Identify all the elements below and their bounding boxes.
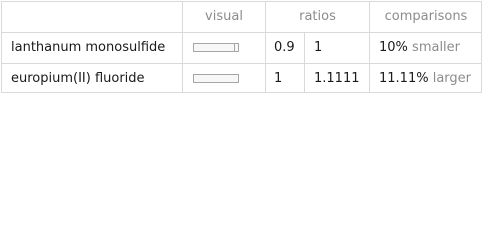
ratio-value: 1 <box>314 40 323 55</box>
comparison-value: 11.11% <box>379 71 429 86</box>
header-comparisons: comparisons <box>384 9 468 24</box>
visual-bar <box>193 43 239 52</box>
row-name: europium(II) fluoride <box>11 71 145 86</box>
ratio-value: 1 <box>274 71 283 86</box>
visual-bar <box>193 74 239 83</box>
ratio-value: 0.9 <box>274 40 295 55</box>
comparison-table <box>1 1 482 93</box>
ratio-value: 1.1111 <box>314 71 360 86</box>
header-ratios: ratios <box>299 9 336 24</box>
comparison-cell <box>379 64 471 94</box>
column-divider <box>304 32 305 92</box>
header-visual: visual <box>205 9 243 24</box>
comparison-value: 10% <box>379 40 408 55</box>
comparison-word: smaller <box>412 40 461 55</box>
visual-bar-marker <box>234 44 235 51</box>
comparison-cell <box>379 33 460 63</box>
row-name: lanthanum monosulfide <box>11 40 166 55</box>
comparison-word: larger <box>432 71 472 86</box>
